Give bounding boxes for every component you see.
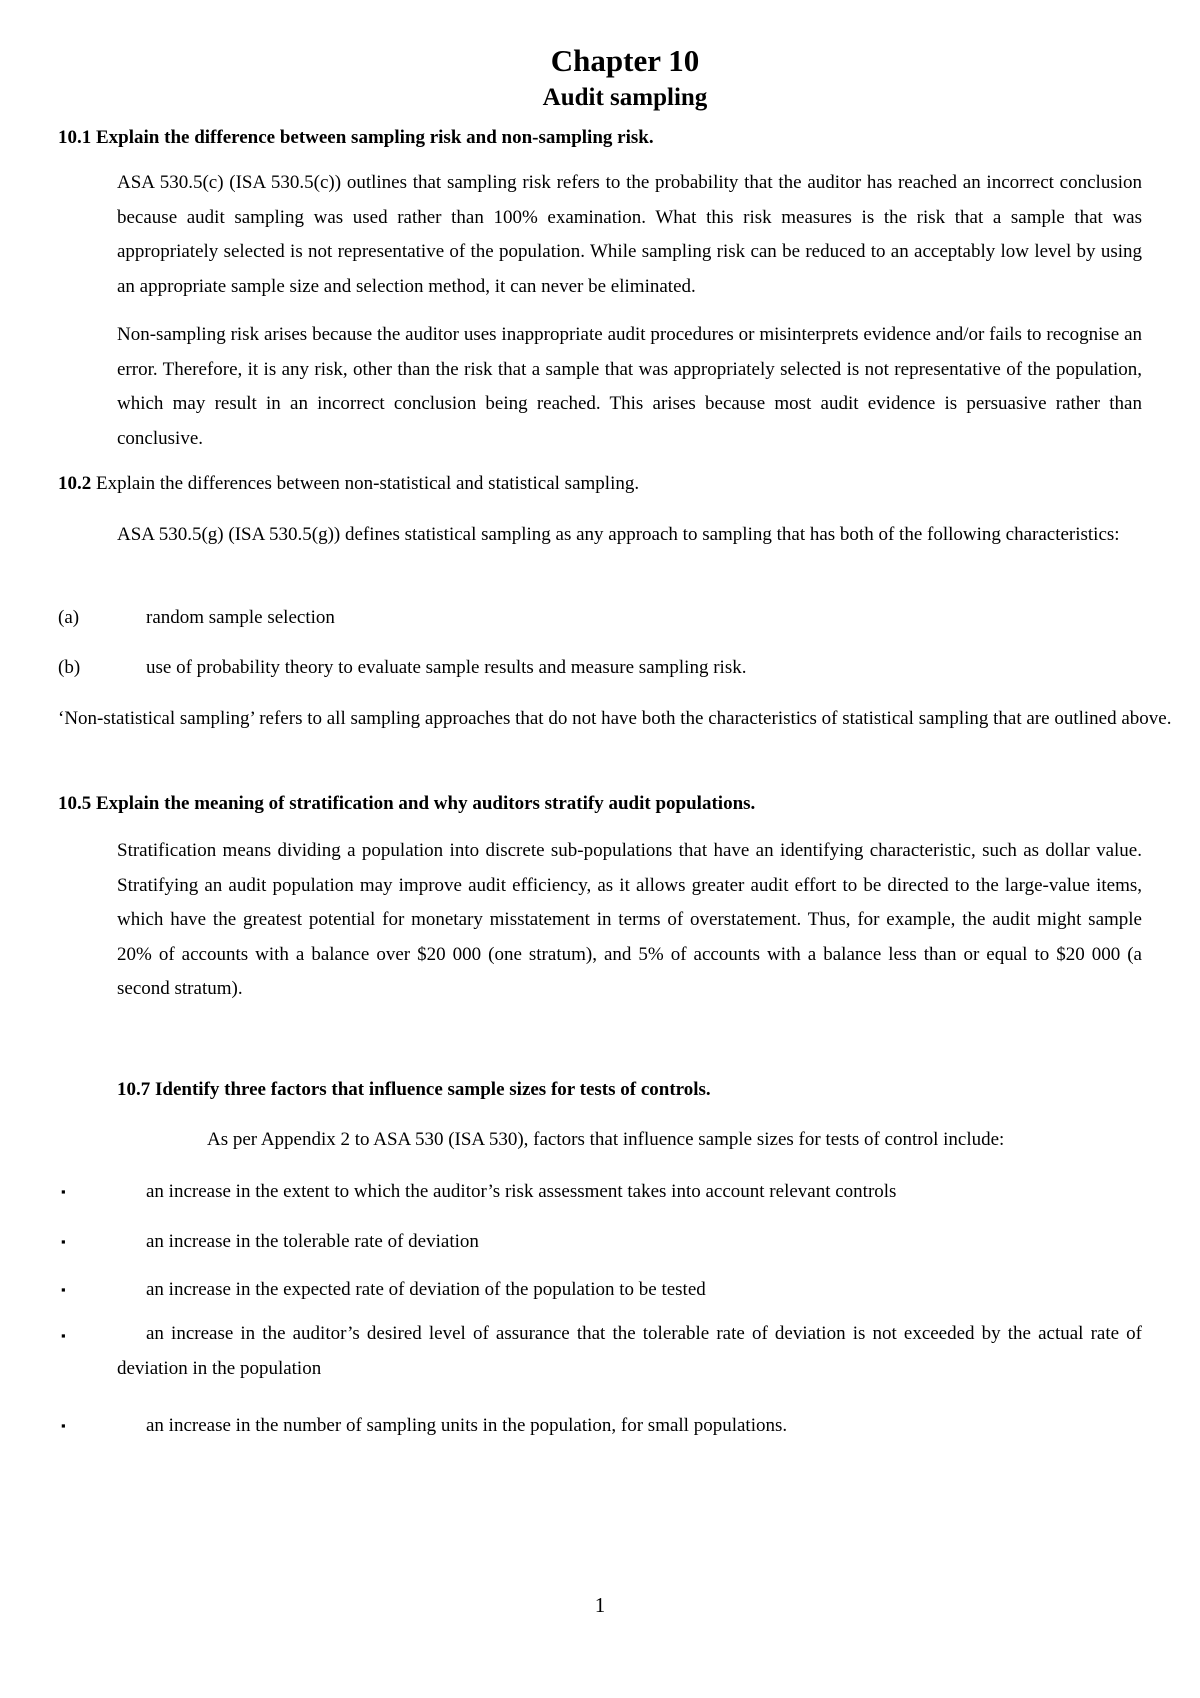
question-10-5-paragraph-1: Stratification means dividing a population into discrete sub-populations that have an identifying characteristic, such as dollar value. Stratifying an audit population may improve audit efficiency, as it allows greater audit effort to be directed to the large-value items, which have the greatest potential for monetary misstatement in terms of overstatement. Thus, for example, the audit might sample 20% of accounts with a balance over $20 000 (one stratum), and 5% of accounts with a balance less than or equal to $20 000 (a second stratum). [117, 840, 1142, 999]
bullet-item: an increase in the number of sampling units in the population, for small populations. [146, 1415, 788, 1436]
bullet-item: an increase in the auditor’s desired level of assurance that the tolerable rate of deviation is not exceeded by the actual rate of deviation in the population [117, 1323, 1142, 1379]
bullet-marker: ▪ [61, 1418, 66, 1433]
chapter-title: Chapter 10 [550, 43, 700, 78]
question-10-2-paragraph-1: ASA 530.5(g) (ISA 530.5(g)) defines statistical sampling as any approach to sampling that has both of the following characteristics: [117, 524, 1120, 545]
page-number: 1 [594, 1593, 606, 1617]
question-10-1-paragraph-1: ASA 530.5(c) (ISA 530.5(c)) outlines that sampling risk refers to the probability that the auditor has reached an incorrect conclusion because audit sampling was used rather than 100% examination. What this risk measures is the risk that a sample that was appropriately selected is not representative of the population. While sampling risk can be reduced to an acceptably low level by using an appropriate sample size and selection method, it can never be eliminated. [117, 172, 1142, 297]
question-10-7-intro: As per Appendix 2 to ASA 530 (ISA 530), factors that influence sample sizes for tests of control include: [207, 1129, 1005, 1150]
question-10-2-heading [58, 470, 639, 498]
bullet-marker: ▪ [61, 1282, 66, 1297]
bullet-item: an increase in the tolerable rate of deviation [146, 1231, 479, 1252]
chapter-subtitle: Audit sampling [542, 84, 708, 111]
bullet-marker: ▪ [61, 1328, 66, 1343]
bullet-marker: ▪ [61, 1234, 66, 1249]
list-item-label: (a) [58, 607, 80, 628]
list-item-text: random sample selection [146, 607, 335, 628]
question-number: 10.2 [58, 473, 92, 494]
bullet-item: an increase in the extent to which the auditor’s risk assessment takes into account relevant controls [146, 1181, 897, 1202]
list-item-label: (b) [58, 657, 81, 678]
question-10-5-heading: 10.5 Explain the meaning of stratification and why auditors stratify audit populations. [58, 793, 756, 814]
question-10-7-heading: 10.7 Identify three factors that influence sample sizes for tests of controls. [117, 1079, 711, 1100]
list-item-text: use of probability theory to evaluate sample results and measure sampling risk. [146, 657, 747, 678]
question-10-2-paragraph-2: ‘Non-statistical sampling’ refers to all sampling approaches that do not have both the characteristics of statistical sampling that are outlined above. [58, 708, 1172, 729]
bullet-item: an increase in the expected rate of deviation of the population to be tested [146, 1279, 706, 1300]
question-10-1-heading: 10.1 Explain the difference between sampling risk and non-sampling risk. [58, 127, 654, 148]
question-text: Explain the differences between non-statistical and statistical sampling. [96, 473, 640, 494]
question-10-1-paragraph-2: Non-sampling risk arises because the auditor uses inappropriate audit procedures or misinterprets evidence and/or fails to recognise an error. Therefore, it is any risk, other than the risk that a sample that was appropriately selected is not representative of the population, which may result in an incorrect conclusion being reached. This arises because most audit evidence is persuasive rather than conclusive. [117, 324, 1142, 449]
bullet-marker: ▪ [61, 1184, 66, 1199]
